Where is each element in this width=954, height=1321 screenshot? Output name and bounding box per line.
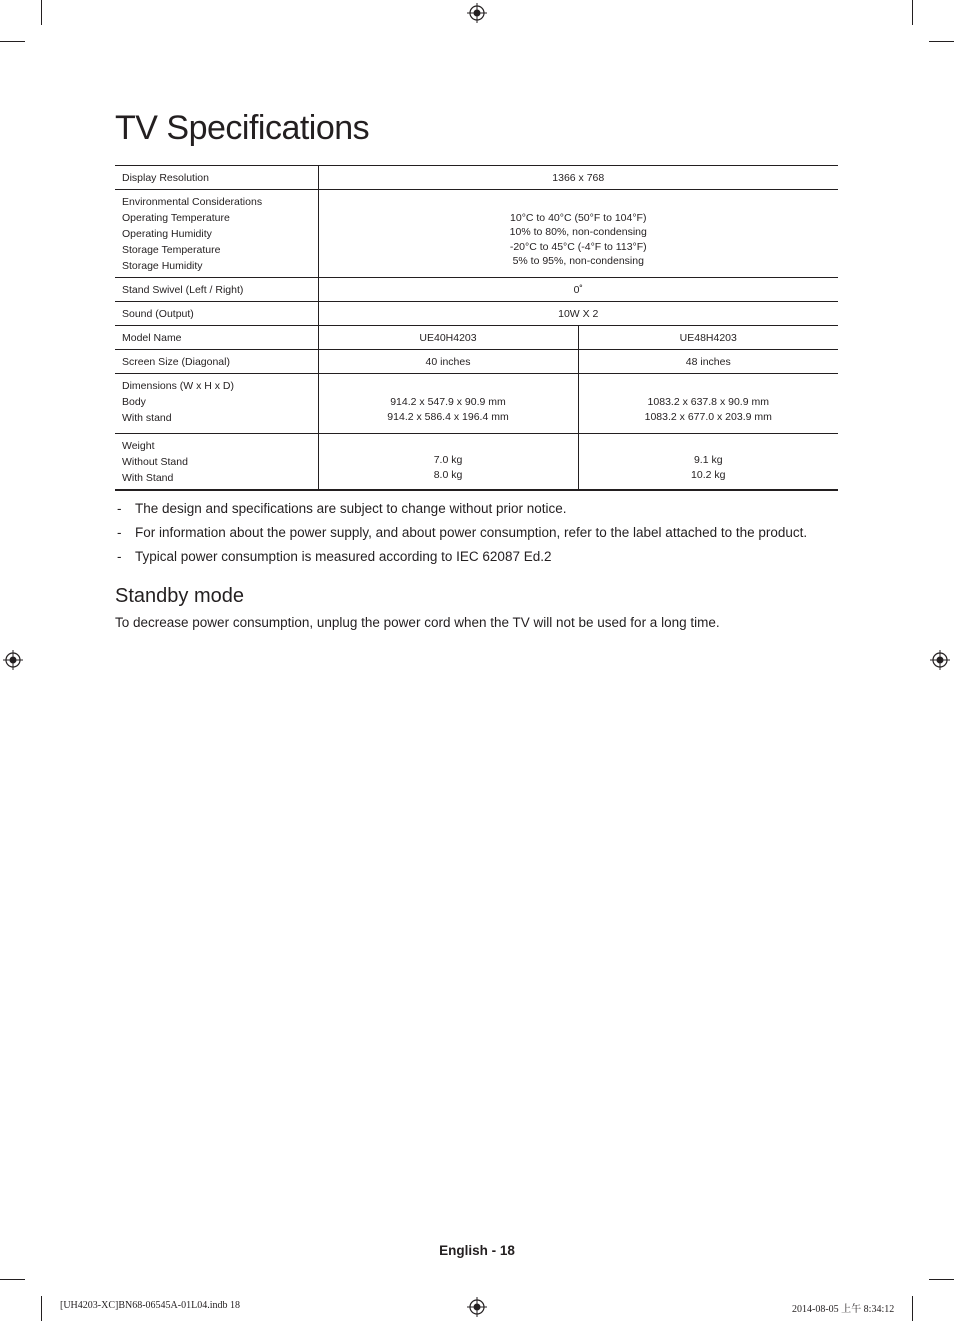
list-item (115, 521, 855, 545)
spec-label: Screen Size (Diagonal) (115, 350, 318, 374)
table-row (115, 166, 838, 190)
spec-value-line: 10°C to 40°C (50°F to 104°F) (510, 211, 647, 224)
spec-value-line: 7.0 kg (433, 454, 463, 466)
table-row (115, 278, 838, 302)
spec-value: 10W X 2 (318, 302, 838, 326)
table-row (115, 434, 838, 491)
spec-value: UE48H4203 (578, 326, 838, 350)
spec-value-line: 914.2 x 586.4 x 196.4 mm (387, 410, 509, 423)
spec-value-line: 1083.2 x 637.8 x 90.9 mm (647, 396, 769, 408)
table-row (115, 374, 838, 434)
spec-value: 0˚ (318, 278, 838, 302)
spec-value: 48 inches (578, 350, 838, 374)
registration-mark-icon (467, 3, 487, 23)
note-text: Typical power consumption is measured according to IEC 62087 Ed.2 (135, 549, 552, 564)
crop-mark-bottom-left-v (41, 1296, 42, 1321)
spec-label (115, 374, 318, 434)
spec-value-line: 10.2 kg (691, 468, 726, 481)
spec-label (115, 190, 318, 278)
spec-value (318, 374, 578, 434)
spec-value: UE40H4203 (318, 326, 578, 350)
spec-label-line: Without Stand (122, 456, 188, 468)
section-text: To decrease power consumption, unplug the power cord when the TV will not be used for a long time. (115, 615, 720, 630)
spec-label-line: With Stand (122, 472, 174, 484)
crop-mark-top-left-v (41, 0, 42, 25)
registration-mark-icon (3, 650, 23, 670)
section-title: Standby mode (115, 585, 244, 607)
spec-value: 1366 x 768 (318, 166, 838, 190)
spec-value-line: 10% to 80%, non-condensing (509, 226, 647, 238)
spec-value: 40 inches (318, 350, 578, 374)
bullet-dash: - (117, 549, 122, 564)
spec-label-line: Dimensions (W x H x D) (122, 380, 235, 392)
spec-table (115, 165, 838, 491)
table-row (115, 190, 838, 278)
spec-value (318, 190, 838, 278)
crop-mark-top-right-h (929, 41, 954, 42)
table-row (115, 350, 838, 374)
spec-label-line: Environmental Considerations (122, 196, 263, 208)
spec-value-line: 1083.2 x 677.0 x 203.9 mm (644, 410, 772, 423)
table-row (115, 302, 838, 326)
spec-label: Stand Swivel (Left / Right) (115, 278, 318, 302)
list-item (115, 545, 855, 569)
spec-label: Display Resolution (115, 166, 318, 190)
registration-mark-icon (467, 1297, 487, 1317)
crop-mark-bottom-left-h (0, 1279, 25, 1280)
bullet-dash: - (117, 501, 122, 516)
spec-label-line: Operating Humidity (122, 228, 212, 240)
notes-list (115, 497, 855, 569)
spec-value-line: 9.1 kg (693, 454, 723, 466)
list-item (115, 497, 855, 521)
spec-value-line: -20°C to 45°C (-4°F to 113°F) (509, 240, 647, 253)
crop-mark-bottom-right-v (912, 1296, 913, 1321)
spec-value (578, 434, 838, 491)
spec-label-line: Storage Humidity (122, 260, 203, 272)
page-number: English - 18 (439, 1243, 515, 1258)
crop-mark-bottom-right-h (929, 1279, 954, 1280)
crop-mark-top-right-v (912, 0, 913, 25)
spec-label: Sound (Output) (115, 302, 318, 326)
note-text: For information about the power supply, and about power consumption, refer to the label attached to the product. (135, 525, 808, 540)
spec-value (318, 434, 578, 491)
spec-value (578, 374, 838, 434)
note-text: The design and specifications are subject to change without prior notice. (135, 501, 567, 516)
slug-right: 2014-08-05 上午 8:34:12 (792, 1304, 895, 1315)
spec-value-line: 5% to 95%, non-condensing (512, 255, 644, 267)
spec-label-line: Weight (122, 440, 155, 452)
slug-left: [UH4203-XC]BN68-06545A-01L04.indb 18 (60, 1300, 240, 1311)
spec-label-line: Storage Temperature (122, 244, 221, 256)
spec-label: Model Name (115, 326, 318, 350)
crop-mark-top-left-h (0, 41, 25, 42)
spec-value-line: 8.0 kg (433, 468, 463, 481)
spec-value-line: 914.2 x 547.9 x 90.9 mm (390, 396, 506, 408)
table-row (115, 326, 838, 350)
registration-mark-icon (930, 650, 950, 670)
spec-label-line: With stand (122, 412, 172, 424)
page-title: TV Specifications (115, 109, 370, 147)
spec-label-line: Operating Temperature (122, 212, 230, 224)
bullet-dash: - (117, 525, 122, 540)
spec-label (115, 434, 318, 491)
spec-label-line: Body (122, 396, 146, 408)
